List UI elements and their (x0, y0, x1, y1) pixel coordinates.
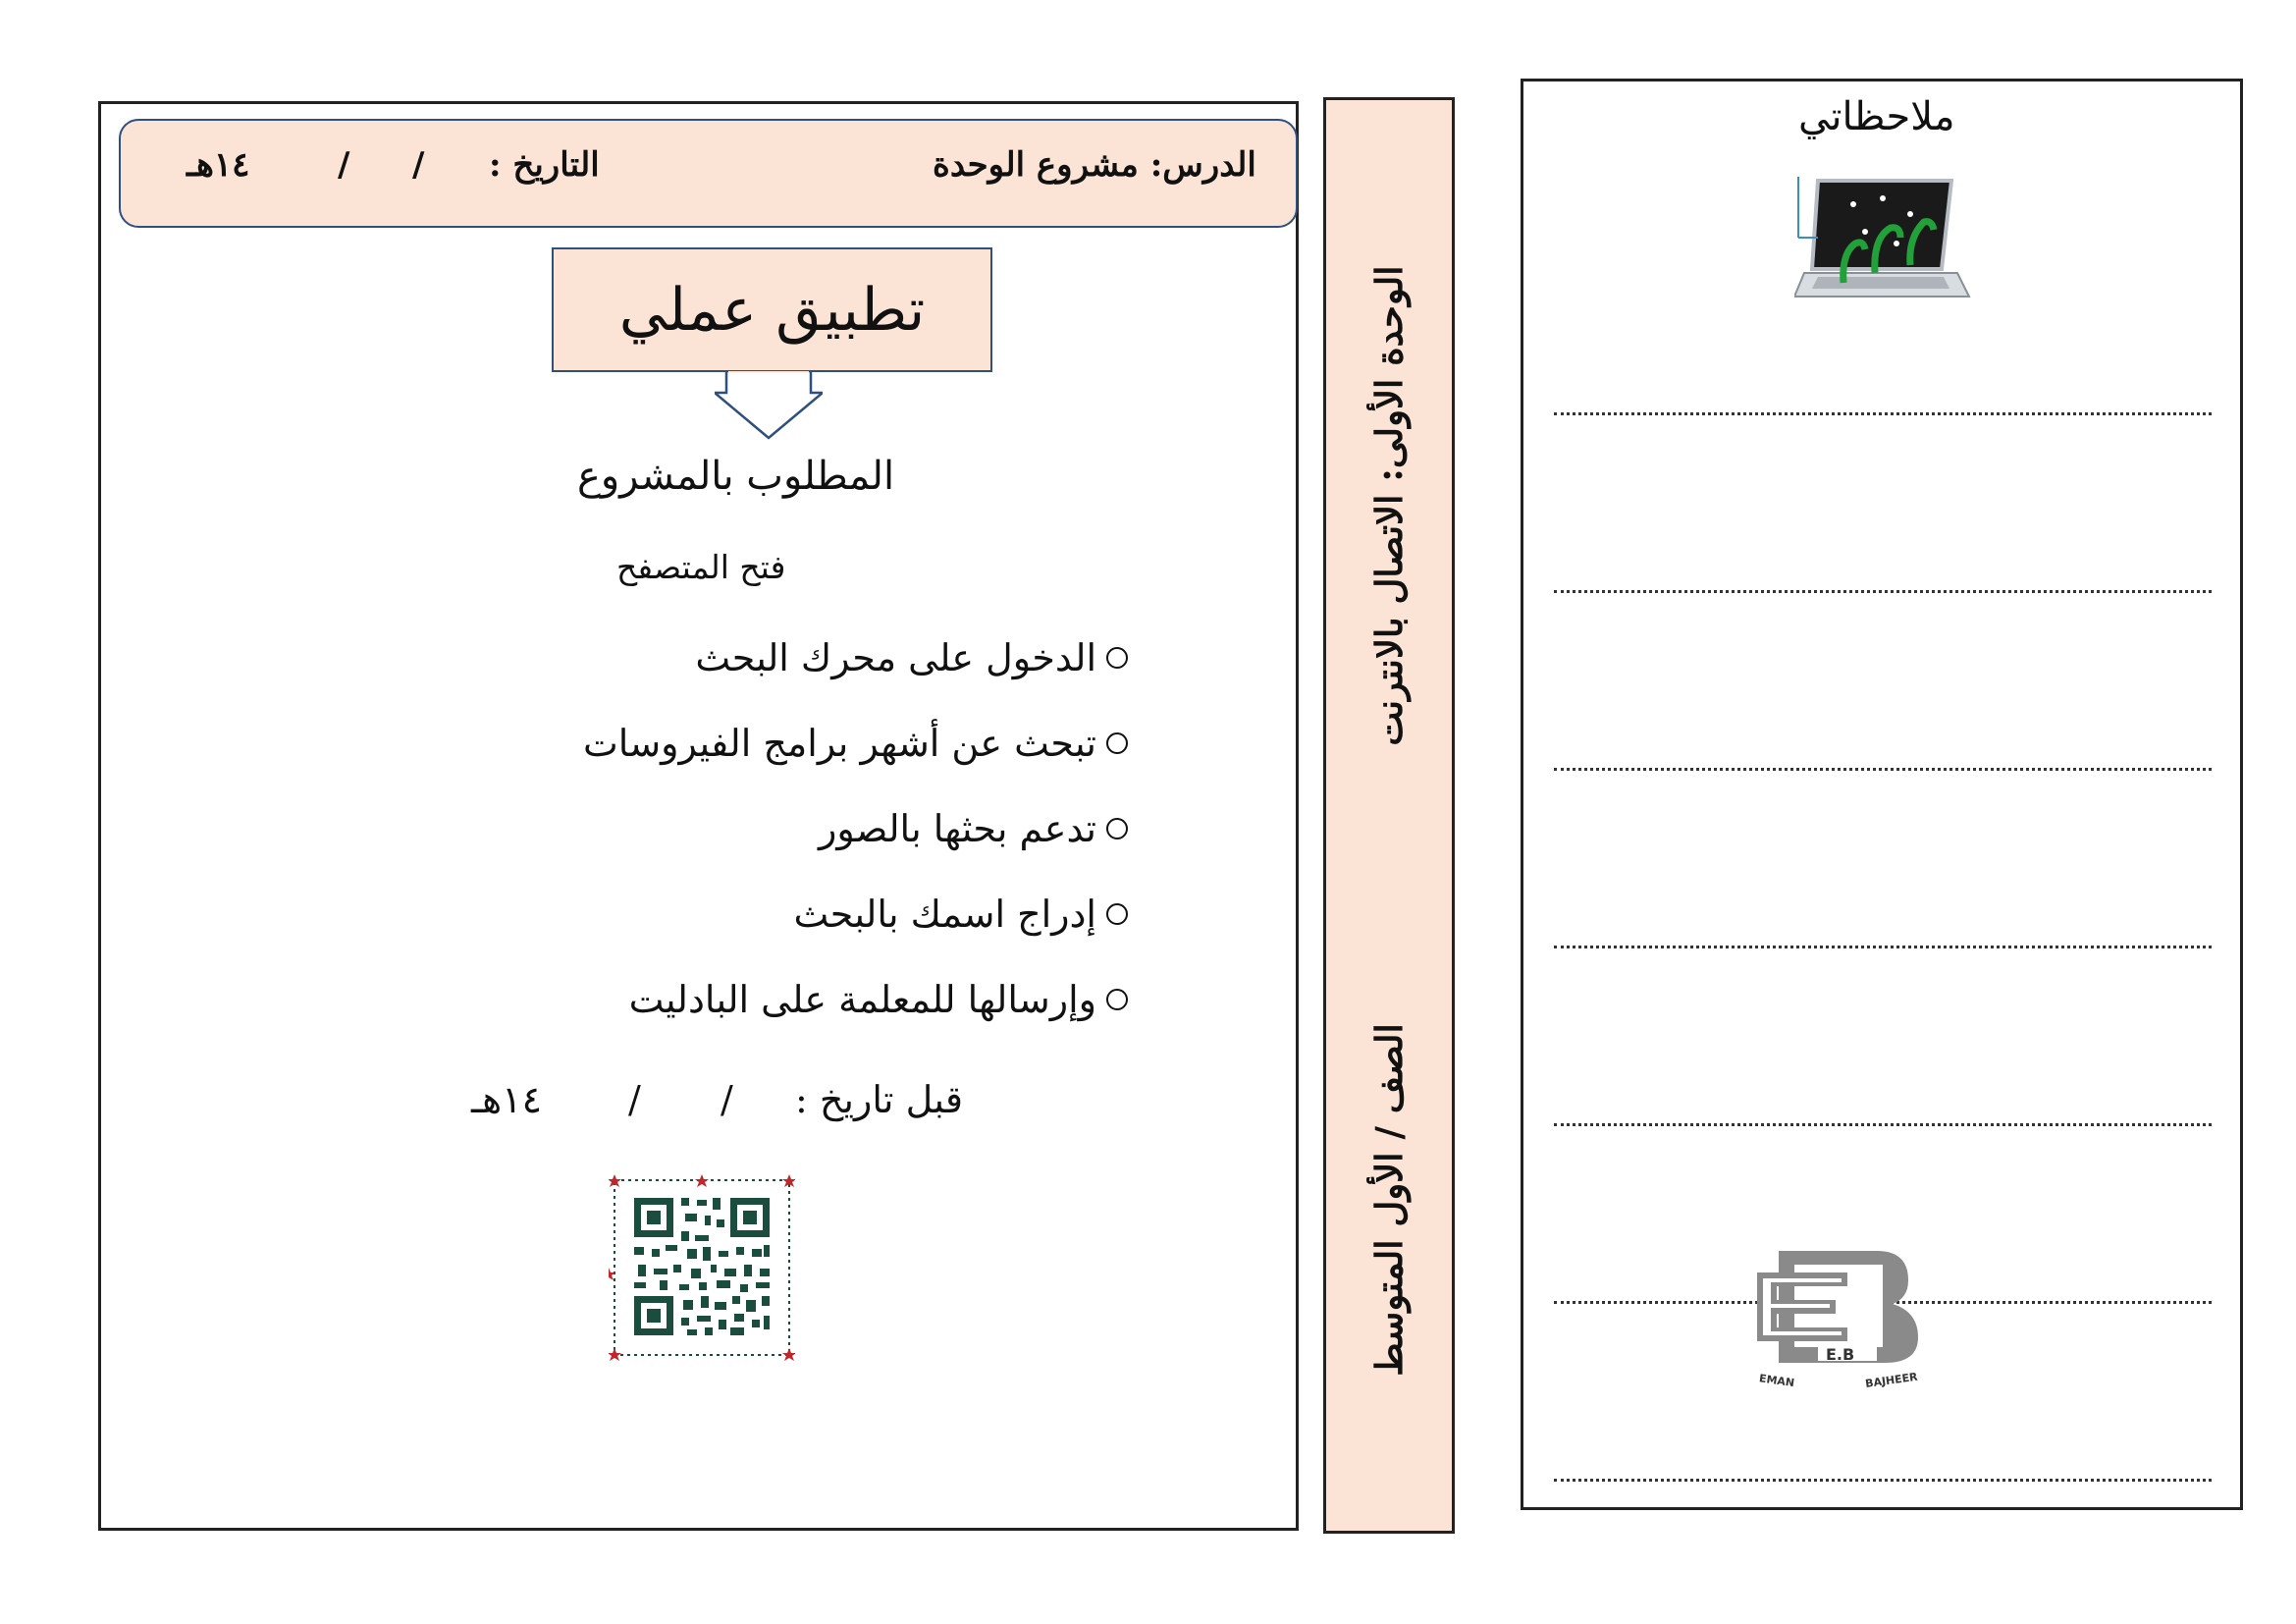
task-text: الدخول على محرك البحث (695, 636, 1096, 679)
lesson-title: الدرس: مشروع الوحدة (933, 145, 1256, 185)
deadline-separator: / (721, 1078, 733, 1121)
date-label: التاريخ : (489, 145, 600, 185)
note-line (1554, 590, 2212, 593)
task-item (793, 893, 1128, 936)
task-text: وإرسالها للمعلمة على البادليت (628, 978, 1096, 1021)
circle-bullet-icon (1106, 732, 1128, 754)
note-line (1554, 1123, 2212, 1126)
task-item (629, 978, 1128, 1021)
note-line (1554, 412, 2212, 415)
note-line (1554, 768, 2212, 771)
circle-bullet-icon (1106, 989, 1128, 1010)
notes-title: ملاحظاتي (1798, 94, 1955, 139)
deadline-year: ١٤هـ (471, 1078, 542, 1121)
task-text: تدعم بحثها بالصور (819, 807, 1096, 850)
logo-caption-right: BAJHEER (1864, 1370, 1919, 1390)
task-item (583, 722, 1128, 765)
laptop-icon (1794, 175, 1971, 307)
note-line (1554, 946, 2212, 948)
logo-letters: E.B (1826, 1345, 1855, 1364)
unit-vertical-label: الوحدة الأولى: الاتصال بالانترنت (1367, 265, 1411, 746)
circle-bullet-icon (1106, 647, 1128, 669)
date-separator: / (412, 145, 425, 185)
task-text: تبحث عن أشهر برامج الفيروسات (582, 722, 1096, 765)
circle-bullet-icon (1106, 818, 1128, 839)
date-year: ١٤هـ (187, 145, 250, 185)
date-separator: / (338, 145, 350, 185)
task-item (819, 807, 1128, 850)
note-line (1554, 1479, 2212, 1482)
requirements-heading: المطلوب بالمشروع (577, 454, 895, 499)
qr-code-icon (609, 1174, 795, 1361)
practical-title: تطبيق عملي (618, 275, 926, 345)
grade-vertical-label: الصف / الأول المتوسط (1367, 1023, 1411, 1377)
deadline-label: قبل تاريخ : (795, 1078, 963, 1121)
task-text: إدراج اسمك بالبحث (793, 893, 1096, 936)
logo-caption-left: EMAN (1758, 1372, 1795, 1390)
open-browser-text: فتح المتصفح (616, 548, 786, 586)
circle-bullet-icon (1106, 903, 1128, 925)
down-arrow-icon (715, 371, 823, 440)
task-item (695, 636, 1128, 679)
eb-logo-icon (1749, 1247, 1936, 1394)
deadline-separator: / (628, 1078, 641, 1121)
practical-title-box (552, 247, 992, 372)
